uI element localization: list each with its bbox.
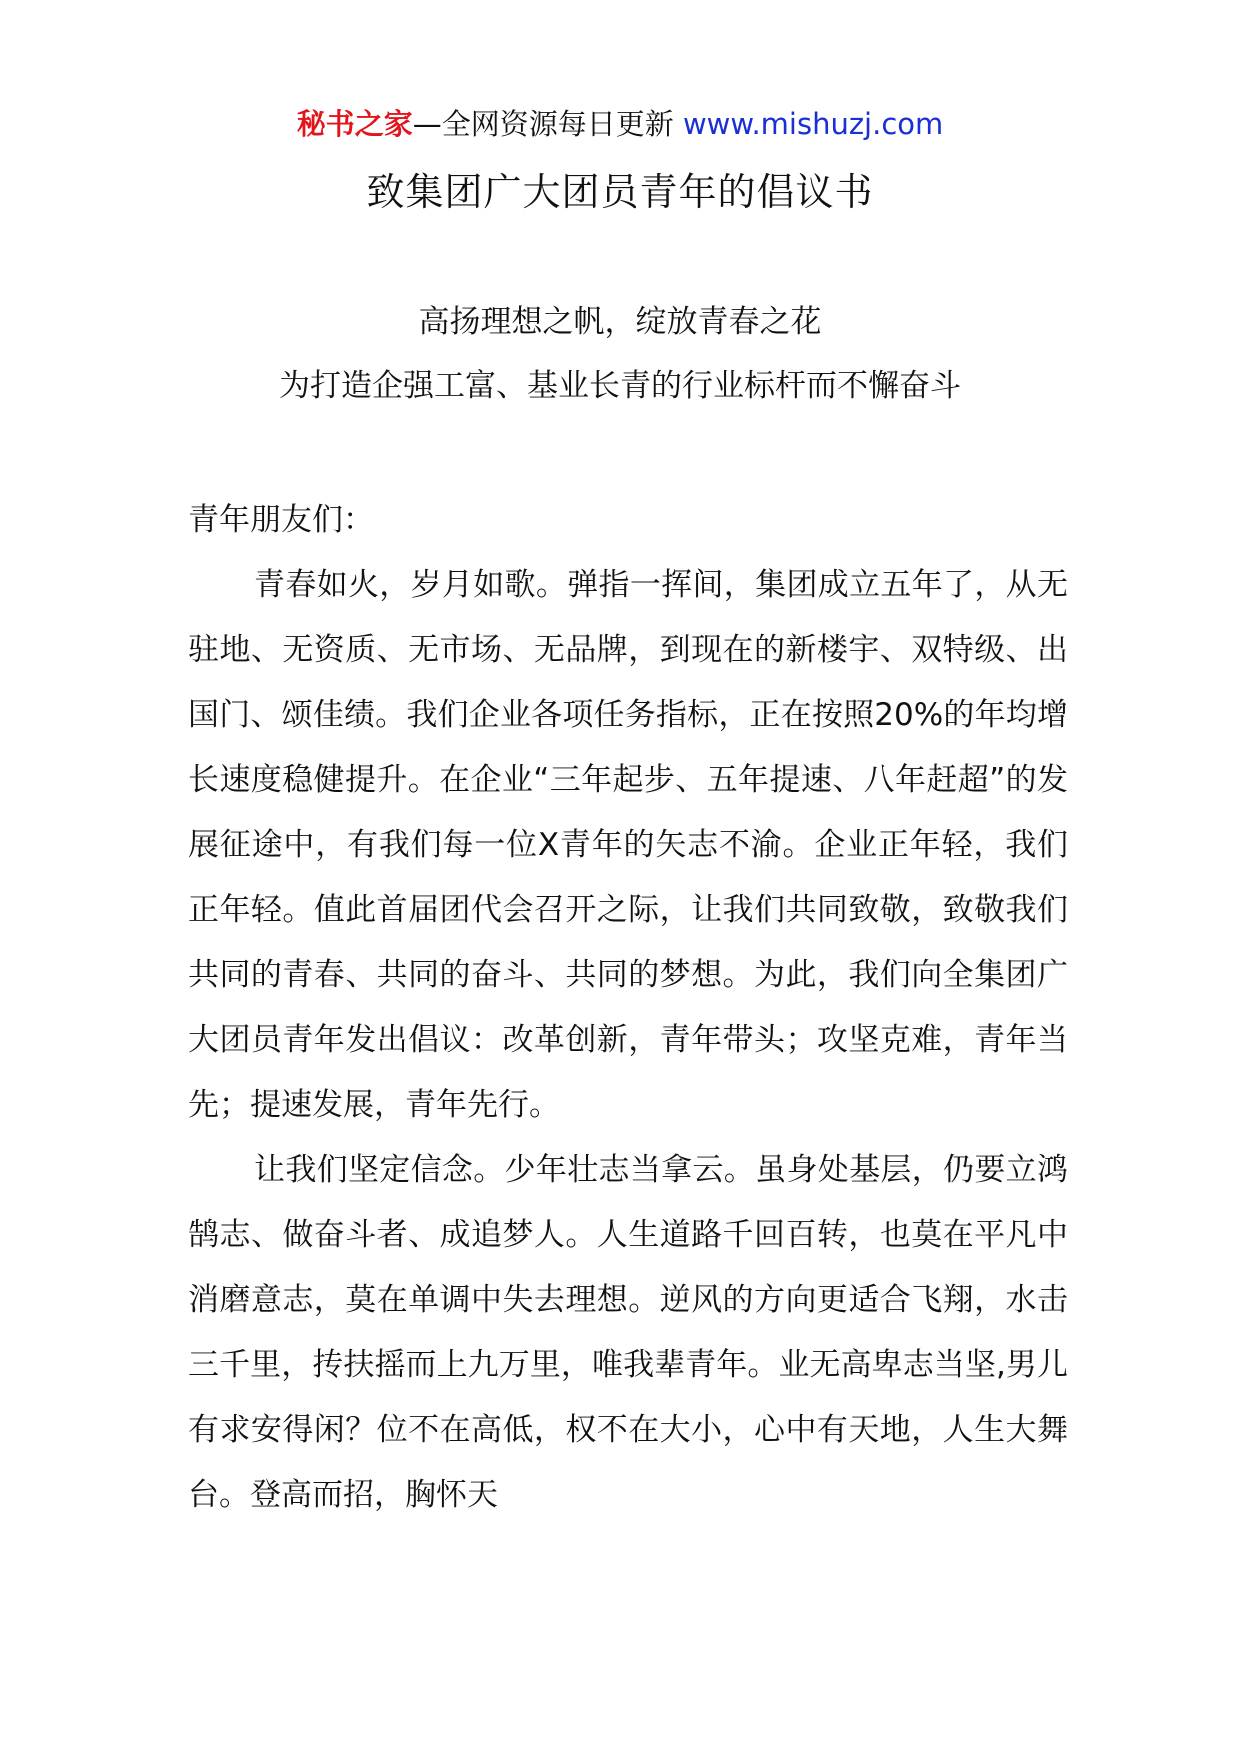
salutation: 青年朋友们： xyxy=(188,502,374,538)
site-slogan: —全网资源每日更新 xyxy=(412,107,683,141)
site-banner xyxy=(0,104,1240,144)
document-title: 致集团广大团员青年的倡议书 xyxy=(366,170,874,214)
document-subtitle-2: 为打造企强工富、基业长青的行业标杆而不懈奋斗 xyxy=(279,368,961,404)
site-brand-name: 秘书之家 xyxy=(296,107,413,141)
document-subtitle-1: 高扬理想之帆，绽放青春之花 xyxy=(418,304,822,340)
site-url-link[interactable]: www.mishuzj.com xyxy=(682,107,944,141)
body-paragraph-1: 青春如火，岁月如歌。弹指一挥间，集团成立五年了，从无驻地、无资质、无市场、无品牌，到现在的新楼宇、双特级、出国门、颂佳绩。我们企业各项任务指标，正在按照20%的年均增长速度稳健提升。在企业“三年起步、五年提速、八年赶超”的发展征途中，有我们每一位X青年的矢志不渝。企业正年轻，我们正年轻。值此首届团代会召开之际，让我们共同致敬，致敬我们共同的青春、共同的奋斗、共同的梦想。为此，我们向全集团广大团员青年发出倡议：改革创新，青年带头；攻坚克难，青年当先；提速发展，青年先行。 xyxy=(188,567,1068,1123)
document-body xyxy=(188,488,1068,1528)
body-paragraph-2: 让我们坚定信念。少年壮志当拿云。虽身处基层，仍要立鸿鹄志、做奋斗者、成追梦人。人生道路千回百转，也莫在平凡中消磨意志，莫在单调中失去理想。逆风的方向更适合飞翔，水击三千里，抟扶摇而上九万里，唯我辈青年。业无高卑志当坚,男儿有求安得闲？位不在高低，权不在大小，心中有天地，人生大舞台。登高而招，胸怀天 xyxy=(188,1152,1068,1513)
